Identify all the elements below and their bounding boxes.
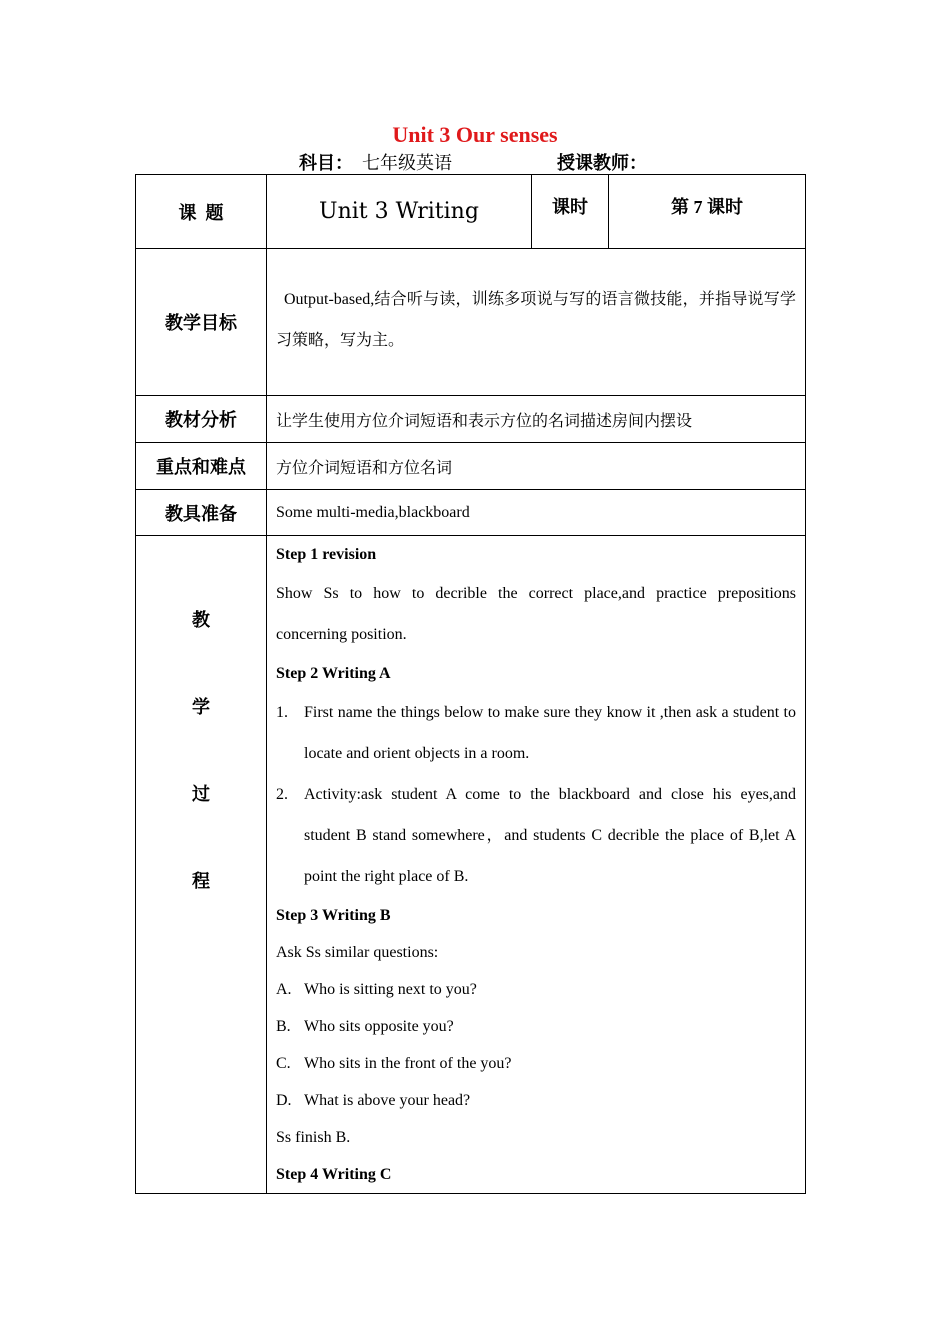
question-letter: B. — [276, 1018, 291, 1035]
tools-row — [136, 490, 806, 536]
goal-cell — [267, 249, 806, 396]
process-label-char: 学 — [192, 697, 210, 717]
list-number: 1. — [276, 704, 288, 721]
list-number: 2. — [276, 786, 288, 803]
question-item — [276, 1008, 796, 1045]
question-item — [276, 971, 796, 1008]
step3-heading: Step 3 Writing B — [276, 907, 391, 924]
step3-intro: Ask Ss similar questions: — [276, 944, 439, 961]
process-label-char: 程 — [192, 871, 210, 891]
key-points-row — [136, 443, 806, 490]
process-label — [136, 536, 267, 1194]
tools-label: 教具准备 — [136, 490, 267, 536]
topic-row — [136, 175, 806, 249]
period-label: 课时 — [532, 175, 609, 249]
material-text: 让学生使用方位介词短语和表示方位的名词描述房间内摆设 — [267, 396, 806, 443]
key-points-text: 方位介词短语和方位名词 — [267, 443, 806, 490]
key-points-label: 重点和难点 — [136, 443, 267, 490]
document-title: Unit 3 Our senses — [392, 122, 558, 147]
step1-text: Show Ss to how to decrible the correct place,and practice prepositions concerning position. — [276, 585, 796, 643]
question-item — [276, 1045, 796, 1082]
question-letter: A. — [276, 981, 292, 998]
topic-label: 课 题 — [136, 175, 267, 249]
lesson-plan-table — [135, 174, 806, 1194]
question-item — [276, 1082, 796, 1119]
process-label-char: 教 — [192, 610, 210, 630]
goal-text: Output-based,结合听与读，训练多项说与写的语言微技能，并指导说写学习策略，写为主。 — [276, 291, 796, 349]
period-value: 第 7 课时 — [609, 175, 806, 249]
teacher-label: 授课教师： — [557, 153, 647, 173]
step2-list-item — [276, 692, 796, 774]
goal-label: 教学目标 — [136, 249, 267, 396]
step2-heading: Step 2 Writing A — [276, 665, 391, 682]
topic-value: Unit 3 Writing — [267, 175, 532, 249]
process-row — [136, 536, 806, 1194]
process-content — [267, 536, 806, 1194]
question-text: Who is sitting next to you? — [304, 981, 477, 998]
subject-label: 科目： — [299, 153, 353, 173]
material-row — [136, 396, 806, 443]
question-letter: D. — [276, 1092, 292, 1109]
process-label-char: 过 — [192, 784, 210, 804]
list-text: Activity:ask student A come to the blackboard and close his eyes,and student B stand somewhere，and students C decrible the place of B,let A point the right place of B. — [304, 786, 796, 885]
tools-text: Some multi-media,blackboard — [267, 490, 806, 536]
material-label: 教材分析 — [136, 396, 267, 443]
step3-end: Ss finish B. — [276, 1129, 351, 1146]
step4-heading: Step 4 Writing C — [276, 1166, 392, 1183]
subject-value: 七年级英语 — [362, 153, 452, 173]
question-text: Who sits opposite you? — [304, 1018, 454, 1035]
question-text: What is above your head? — [304, 1092, 471, 1109]
goal-row — [136, 249, 806, 396]
step1-heading: Step 1 revision — [276, 546, 377, 563]
question-text: Who sits in the front of the you? — [304, 1055, 512, 1072]
list-text: First name the things below to make sure they know it ,then ask a student to locate and orient objects in a room. — [304, 704, 796, 762]
question-letter: C. — [276, 1055, 291, 1072]
step2-list-item — [276, 774, 796, 897]
